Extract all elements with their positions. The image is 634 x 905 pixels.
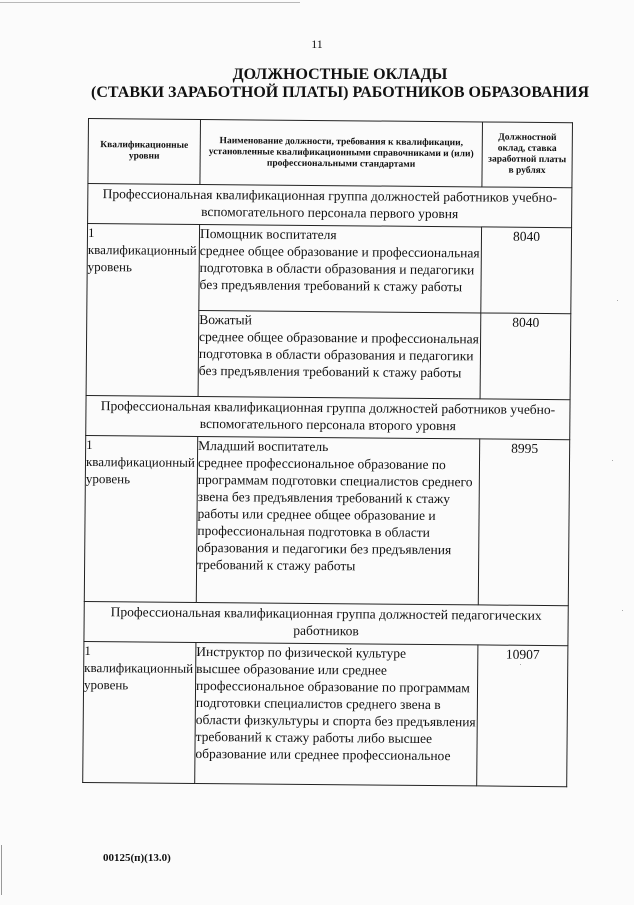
table-row bbox=[84, 435, 569, 605]
position-title: Младший воспитатель bbox=[198, 437, 329, 455]
group-row bbox=[86, 395, 570, 439]
group-name: Профессиональная квалификационная группа должностей работников учебно-вспомогательного персонала второго уровня bbox=[86, 395, 570, 439]
group-name: Профессиональная квалификационная группа должностей педагогических работников bbox=[84, 601, 568, 645]
document-title: ДОЛЖНОСТНЫЕ ОКЛАДЫ bbox=[232, 66, 448, 83]
level-cell: 1 квалификационный уровень bbox=[83, 641, 196, 783]
group-row bbox=[88, 184, 572, 228]
scan-edge-line bbox=[0, 2, 300, 3]
header-salary: Должностной оклад, ставка заработной платы в рублях bbox=[482, 122, 573, 188]
position-title: Помощник воспитателя bbox=[199, 225, 337, 243]
position-title: Вожатый bbox=[199, 311, 252, 328]
salary-cell: 10907 bbox=[477, 645, 568, 787]
scan-speck bbox=[617, 300, 618, 301]
group-row bbox=[84, 601, 568, 645]
position-cell bbox=[198, 310, 481, 398]
salary-table bbox=[82, 118, 573, 787]
position-cell bbox=[195, 642, 478, 785]
scan-speck bbox=[622, 610, 623, 611]
salary-cell: 8995 bbox=[478, 439, 569, 606]
salary-cell: 8040 bbox=[480, 313, 571, 400]
group-name: Профессиональная квалификационная группа должностей работников учебно-вспомогательного персонала первого уровня bbox=[88, 184, 572, 228]
salary-cell: 8040 bbox=[481, 227, 572, 314]
position-requirements: среднее профессиональное образование по программам подготовки специалистов среднего звена без предъявления требований к стажу работы или среднее общее образование и профессиональная подготовка в области образования и педагогики без предъявления требований к стажу работы bbox=[197, 454, 473, 574]
document-code: 00125(п)(13.0) bbox=[103, 852, 171, 864]
level-cell: 1 квалификационный уровень bbox=[86, 224, 199, 397]
table-row bbox=[83, 641, 568, 786]
position-cell bbox=[196, 436, 479, 604]
position-cell bbox=[199, 224, 482, 312]
table-header-row bbox=[88, 119, 573, 188]
page-number: 11 bbox=[311, 37, 323, 51]
table-row bbox=[87, 224, 572, 314]
document-subtitle: (СТАВКИ ЗАРАБОТНОЙ ПЛАТЫ) РАБОТНИКОВ ОБРАЗОВАНИЯ bbox=[91, 84, 589, 101]
scan-edge-mark bbox=[1, 845, 2, 895]
header-level: Квалификационные уровни bbox=[88, 119, 201, 185]
header-position: Наименование должности, требования к квалификации, установленные квалификационными справочниками и (или) профессиональными стандартами bbox=[200, 119, 483, 186]
position-requirements: высшее образование или среднее профессиональное образование по программам подготовки специалистов среднего звена в области физкультуры и спорта без предъявления требований к стажу работы либо высшее образование или среднее профессиональное bbox=[195, 660, 476, 764]
position-requirements: среднее общее образование и профессиональная подготовка в области образования и педагогики без предъявления требований к стажу работы bbox=[199, 242, 480, 295]
position-requirements: среднее общее образование и профессиональная подготовка в области образования и педагогики без предъявления требований к стажу работы bbox=[198, 328, 479, 381]
scan-speck bbox=[612, 460, 613, 461]
position-title: Инструктор по физической культуре bbox=[196, 643, 407, 661]
scan-speck bbox=[520, 664, 521, 665]
level-cell: 1 квалификационный уровень bbox=[84, 435, 197, 602]
